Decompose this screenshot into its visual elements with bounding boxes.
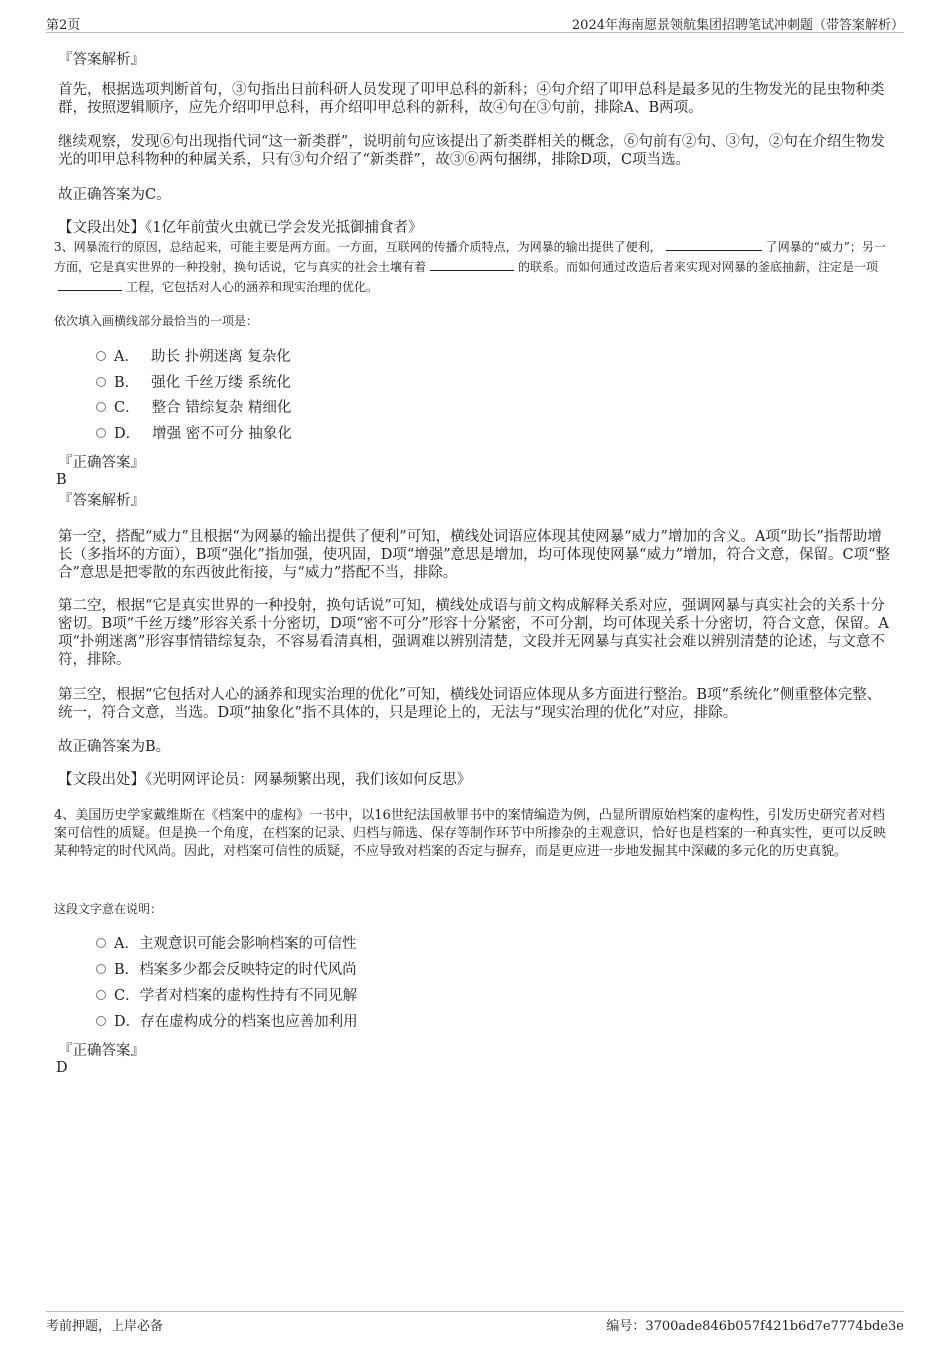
q3-conclusion: 故正确答案为B。 [58,739,171,755]
q3-analysis-para-2: 第二空，根据“它是真实世界的一种投射，换句话说”可知，横线处成语与前文构成解释关系对应，强调网暴与真实社会的关系十分密切。B项“千丝万缕”形容关系十分密切，D项“密不可分”形容十分紧密，不可分割，均可体现关系十分密切，符合文意，保留。A项“扑朔迷离”形容事情错综复杂，不容易看清真相，强调难以辨别清楚，文段并无网暴与真实社会难以辨别清楚的论述，与文意不符，排除。 [58,598,889,668]
q4-option-a[interactable]: A．主观意识可能会影响档案的可信性 [96,935,356,953]
q2-analysis-para-2: 继续观察，发现⑥句出现指代词“这一新类群”，说明前句应该提出了新类群相关的概念，⑥句前有②句、③句，②句在介绍生物发光的叩甲总科物种的种属关系，只有③句介绍了“新类群”，故③⑥两句捆绑，排除D项，C项当选。 [58,134,885,168]
q4-option-c[interactable]: C．学者对档案的虚构性持有不同见解 [96,987,357,1005]
q3-stem: 3、网暴流行的原因，总结起来，可能主要是两方面。一方面，互联网的传播介质特点，为网暴的输出提供了便利， 了网暴的“威力”；另一方面，它是真实世界的一种投射，换句话说，它与真实的社会土壤有着 的联系。而如何通过改造后者来实现对网暴的釜底抽薪，注定是一项工程，它包括对人心的涵养和现实治理的优化。 [54,240,886,294]
radio-icon[interactable] [96,428,106,438]
q4-option-b[interactable]: B．档案多少都会反映特定的时代风尚 [96,961,357,979]
page-number: 第2页 [46,18,81,33]
q2-source: 【文段出处】《1亿年前萤火虫就已学会发光抵御捕食者》 [58,220,423,236]
document-id: 编号：3700ade846b057f421b6d7e7774bde3e [606,1319,904,1334]
q2-analysis-para-1: 首先，根据选项判断首句，③句指出日前科研人员发现了叩甲总科的新科；④句介绍了叩甲总科是最多见的生物发光的昆虫物种类群，按照逻辑顺序，应先介绍叩甲总科，再介绍叩甲总科的新科，故④句在③句前，排除A、B两项。 [58,82,885,116]
q3-option-a[interactable]: A． 助长 扑朔迷离 复杂化 [96,348,291,366]
radio-icon[interactable] [96,990,106,1000]
blank-2 [430,259,514,271]
radio-icon[interactable] [96,402,106,412]
q4-option-d[interactable]: D．存在虚构成分的档案也应善加利用 [96,1013,358,1031]
q3-option-b[interactable]: B． 强化 千丝万缕 系统化 [96,374,291,392]
q3-option-d[interactable]: D． 增强 密不可分 抽象化 [96,425,292,443]
q3-analysis-para-1: 第一空，搭配“威力”且根据“为网暴的输出提供了便利”可知，横线处词语应体现其使网暴“威力”增加的含义。A项“助长”指帮助增长（多指坏的方面），B项“强化”指加强，使巩固，D项“增强”意思是增加，均可体现使网暴“威力”增加，符合文意，保留。C项“整合”意思是把零散的东西彼此衔接，与“威力”搭配不当，排除。 [58,529,891,581]
radio-icon[interactable] [96,1016,106,1026]
q3-answer-label: 『正确答案』 [58,455,145,471]
radio-icon[interactable] [96,964,106,974]
page-footer [46,1311,904,1333]
radio-icon[interactable] [96,938,106,948]
document-title: 2024年海南愿景领航集团招聘笔试冲刺题（带答案解析） [571,18,904,33]
q4-answer: D [56,1060,68,1076]
q4-prompt: 这段文字意在说明： [54,902,163,916]
radio-icon[interactable] [96,351,106,361]
footer-slogan: 考前押题，上岸必备 [46,1319,164,1334]
blank-3 [58,279,122,291]
page-header [46,14,904,33]
radio-icon[interactable] [96,377,106,387]
q3-analysis-para-3: 第三空，根据“它包括对人心的涵养和现实治理的优化”可知，横线处词语应体现从多方面进行整治。B项“系统化”侧重整体完整、统一，符合文意，当选。D项“抽象化”指不具体的，只是理论上的，无法与“现实治理的优化”对应，排除。 [58,687,882,721]
q2-conclusion: 故正确答案为C。 [58,187,171,203]
q4-answer-label: 『正确答案』 [58,1043,145,1059]
q4-stem: 4、美国历史学家戴维斯在《档案中的虚构》一书中，以16世纪法国赦罪书中的案情编造为例，凸显所谓原始档案的虚构性，引发历史研究者对档案可信性的质疑。但是换一个角度，在档案的记录、归档与筛选、保存等制作环节中所掺杂的主观意识，恰好也是档案的一种真实性，更可以反映某种特定的时代风尚。因此，对档案可信性的质疑，不应导致对档案的否定与摒弃，而是更应进一步地发掘其中深藏的多元化的历史真貌。 [54,808,887,859]
q3-analysis-label: 『答案解析』 [58,493,145,509]
q3-source: 【文段出处】《光明网评论员：网暴频繁出现，我们该如何反思》 [58,772,472,788]
q2-analysis-label: 『答案解析』 [58,52,145,68]
q3-answer: B [56,472,67,488]
blank-1 [666,239,762,251]
q3-option-c[interactable]: C． 整合 错综复杂 精细化 [96,399,291,417]
q3-prompt: 依次填入画横线部分最恰当的一项是： [54,314,259,328]
